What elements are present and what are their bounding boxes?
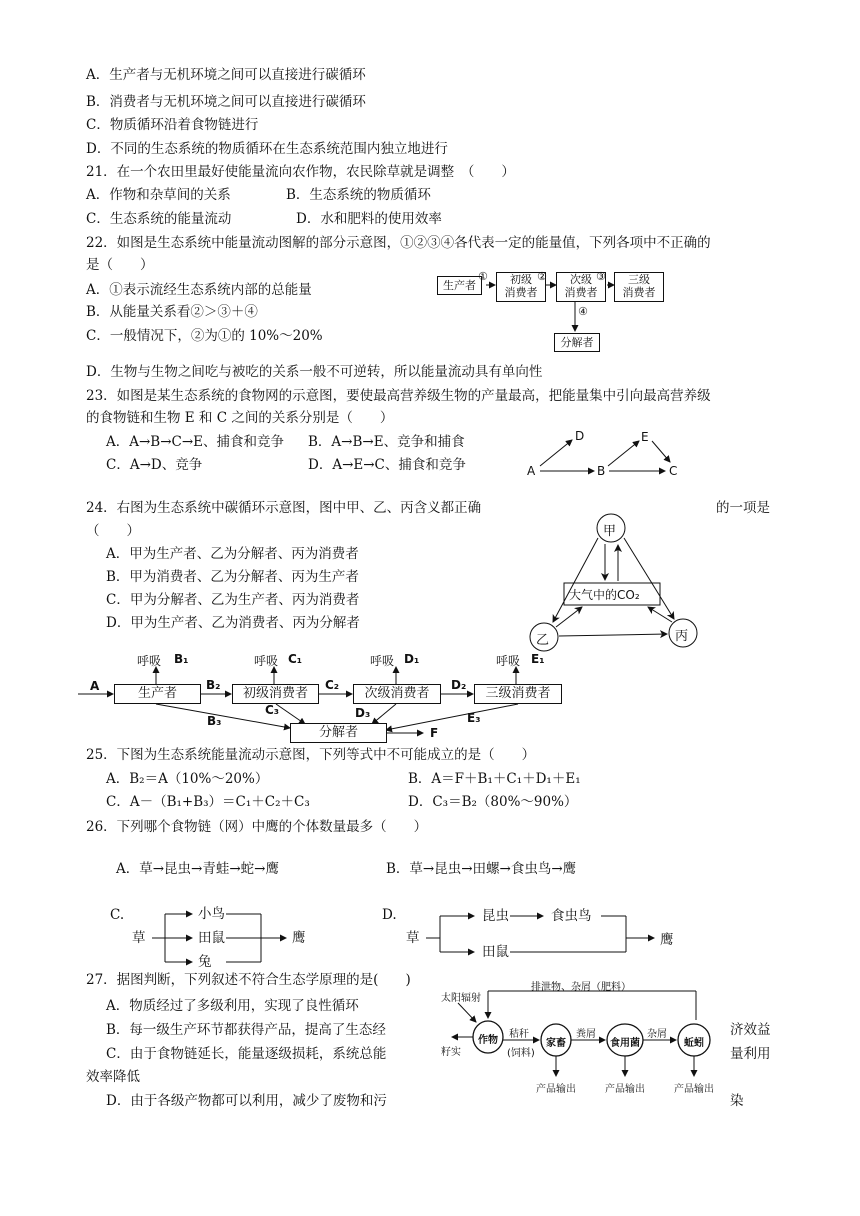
flow-label-c3: C₃ <box>265 703 280 717</box>
q27-option-c-tail: 量利用 <box>730 1046 771 1062</box>
q26-stem: 26．下列哪个食物链（网）中鹰的个体数量最多（ ） <box>86 819 428 835</box>
q21-option-d: D．水和肥料的使用效率 <box>296 211 442 227</box>
q20-option-d: D．不同的生态系统的物质循环在生态系统范围内独立地进行 <box>86 141 448 157</box>
q22-option-b: B．从能量关系看②＞③＋④ <box>86 304 258 320</box>
q22-stem-line2: 是（ ） <box>86 257 154 273</box>
q25-option-b: B．A＝F＋B₁＋C₁＋D₁＋E₁ <box>408 771 581 787</box>
q23-node-b: B <box>597 464 606 478</box>
q26-option-d-label: D. <box>382 907 397 923</box>
q21-option-a: A．作物和杂草间的关系 <box>86 187 231 203</box>
q23-node-c: C <box>669 464 678 478</box>
q27-stem: 27．据图判断，下列叙述不符合生态学原理的是( ) <box>86 972 411 988</box>
q24-stem-line2: （ ） <box>86 523 140 539</box>
q22-option-c: C．一般情况下，②为①的 10%～20% <box>86 328 323 344</box>
q26-d-mouse: 田鼠 <box>482 944 509 960</box>
flow-resp-1: 呼吸 <box>137 654 162 668</box>
q24-stem-line1: 24．右图为生态系统中碳循环示意图，图中甲、乙、丙含义都正确 <box>86 500 482 516</box>
q26-option-b: B．草→昆虫→田螺→食虫鸟→鹰 <box>386 861 577 877</box>
flow-label-b1: B₁ <box>174 652 189 666</box>
q24-option-a: A．甲为生产者、乙为分解者、丙为消费者 <box>106 546 359 562</box>
flow-label-c2: C₂ <box>325 678 340 692</box>
q23-stem-line2: 的食物链和生物 E 和 C 之间的关系分别是（ ） <box>86 410 394 426</box>
q22-secondary-line2: 消费者 <box>564 286 598 299</box>
q27-output-3: 产品输出 <box>674 1084 714 1095</box>
q27-label-sun: 太阳辐射 <box>441 993 481 1004</box>
q22-label-1: ① <box>478 270 488 283</box>
q23-node-d: D <box>575 429 585 443</box>
q25-option-a: A．B₂＝A（10%～20%） <box>106 771 269 787</box>
q27-label-manure: 粪屑 <box>576 1029 596 1040</box>
flow-label-e1: E₁ <box>531 652 545 666</box>
q27-label-debris: 杂屑 <box>647 1029 667 1040</box>
q20-option-b: B．消费者与无机环境之间可以直接进行碳循环 <box>86 94 366 110</box>
q23-node-e: E <box>641 430 649 444</box>
q23-option-b: B．A→B→E、竞争和捕食 <box>308 434 465 450</box>
q23-node-a: A <box>527 464 536 478</box>
flow-label-b2: B₂ <box>206 678 221 692</box>
q22-label-3: ③ <box>596 270 606 283</box>
flow-label-d3: D₃ <box>355 706 371 720</box>
q24-node-yi: 乙 <box>536 633 550 648</box>
q27-option-b-tail: 济效益 <box>730 1022 771 1038</box>
q24-option-c: C．甲为分解者、乙为生产者、丙为消费者 <box>106 592 360 608</box>
q27-option-d: D．由于各级产物都可以利用，减少了废物和污 <box>106 1093 387 1109</box>
q24-stem-line1-tail: 的一项是 <box>716 500 770 516</box>
q27-output-2: 产品输出 <box>605 1084 645 1095</box>
q22-secondary-line1: 次级 <box>570 273 592 286</box>
flow-box-secondary: 次级消费者 <box>353 684 441 704</box>
flow-resp-2: 呼吸 <box>254 654 279 668</box>
flow-resp-4: 呼吸 <box>496 654 521 668</box>
q26-option-c-label: C. <box>110 907 125 923</box>
q26-d-insect: 昆虫 <box>482 908 509 924</box>
q27-node-worm: 蚯蚓 <box>684 1038 704 1049</box>
q23-option-c: C．A→D、竞争 <box>106 457 203 473</box>
q26-c-bird: 小鸟 <box>198 906 225 922</box>
q25-option-c: C．A－（B₁+B₃）＝C₁＋C₂＋C₃ <box>106 794 310 810</box>
q22-box-decomposer: 分解者 <box>554 333 600 352</box>
q22-label-4: ④ <box>578 305 588 318</box>
q27-option-a: A．物质经过了多级利用，实现了良性循环 <box>106 998 359 1014</box>
q20-option-a: A．生产者与无机环境之间可以直接进行碳循环 <box>86 67 366 83</box>
q24-option-d: D．甲为生产者、乙为消费者、丙为分解者 <box>106 615 360 631</box>
flow-label-c1: C₁ <box>288 652 303 666</box>
q26-d-bird: 食虫鸟 <box>551 908 592 924</box>
q26-c-mouse: 田鼠 <box>198 930 225 946</box>
q22-tertiary-line1: 三级 <box>628 273 650 286</box>
q20-option-c: C．物质循环沿着食物链进行 <box>86 117 259 133</box>
q25-option-d: D．C₃＝B₂（80%～90%） <box>408 794 578 810</box>
q22-option-a: A．①表示流经生态系统内部的总能量 <box>86 282 312 298</box>
q21-option-b: B．生态系统的物质循环 <box>286 187 431 203</box>
q27-label-feed: (饲料) <box>507 1048 535 1059</box>
q24-option-b: B．甲为消费者、乙为分解者、丙为生产者 <box>106 569 359 585</box>
flow-box-primary: 初级消费者 <box>232 684 319 704</box>
q26-c-grass: 草 <box>132 930 146 946</box>
q26-c-rabbit: 兔 <box>198 954 212 970</box>
q25-stem: 25．下图为生态系统能量流动示意图，下列等式中不可能成立的是（ ） <box>86 747 536 763</box>
flow-label-d1: D₁ <box>404 652 420 666</box>
q27-label-top: 排泄物、杂屑（肥料） <box>531 982 631 993</box>
q27-option-b: B．每一级生产环节都获得产品，提高了生态经 <box>106 1022 386 1038</box>
q27-output-1: 产品输出 <box>536 1084 576 1095</box>
q27-label-straw: 秸秆 <box>509 1029 529 1040</box>
flow-box-tertiary: 三级消费者 <box>474 684 562 704</box>
flow-label-d2: D₂ <box>451 678 467 692</box>
q27-option-c-cont: 效率降低 <box>86 1069 140 1085</box>
q27-option-c: C．由于食物链延长，能量逐级损耗，系统总能 <box>106 1046 387 1062</box>
q27-node-livestock: 家畜 <box>546 1038 566 1049</box>
flow-label-b3: B₃ <box>207 714 222 728</box>
q27-label-seed: 籽实 <box>441 1047 461 1058</box>
flow-label-f: F <box>430 726 439 740</box>
q22-label-2: ② <box>537 270 547 283</box>
q24-node-jia: 甲 <box>603 524 617 539</box>
q23-stem-line1: 23．如图是某生态系统的食物网的示意图，要使最高营养级生物的产量最高，把能量集中引向最高营养级 <box>86 388 711 404</box>
q26-c-hawk: 鹰 <box>292 930 306 946</box>
q26-d-grass: 草 <box>406 930 420 946</box>
q23-option-d: D．A→E→C、捕食和竞争 <box>308 457 466 473</box>
flow-resp-3: 呼吸 <box>370 654 395 668</box>
flow-box-decomposer: 分解者 <box>290 723 387 743</box>
q27-option-d-tail: 染 <box>730 1093 744 1109</box>
q26-option-a: A．草→昆虫→青蛙→蛇→鹰 <box>116 861 279 877</box>
q27-node-fungus: 食用菌 <box>610 1038 640 1049</box>
flow-box-producer: 生产者 <box>114 684 201 704</box>
q27-node-crop: 作物 <box>478 1035 498 1046</box>
q22-primary-line2: 消费者 <box>504 286 538 299</box>
q23-option-a: A．A→B→C→E、捕食和竞争 <box>106 434 285 450</box>
flow-label-e3: E₃ <box>467 711 481 725</box>
q22-stem-line1: 22．如图是生态系统中能量流动图解的部分示意图，①②③④各代表一定的能量值，下列各项中不正确的 <box>86 235 711 251</box>
q22-primary-line1: 初级 <box>510 273 532 286</box>
q22-box-producer: 生产者 <box>437 276 482 295</box>
q24-node-co2: 大气中的CO₂ <box>569 588 640 602</box>
q24-node-bing: 丙 <box>675 629 689 644</box>
q22-option-d: D．生物与生物之间吃与被吃的关系一般不可逆转，所以能量流动具有单向性 <box>86 364 543 380</box>
q21-stem: 21．在一个农田里最好使能量流向农作物，农民除草就是调整 （ ） <box>86 164 515 180</box>
q26-d-hawk: 鹰 <box>660 932 674 948</box>
q22-tertiary-line2: 消费者 <box>622 286 656 299</box>
flow-label-a: A <box>90 679 100 693</box>
q21-option-c: C．生态系统的能量流动 <box>86 211 232 227</box>
